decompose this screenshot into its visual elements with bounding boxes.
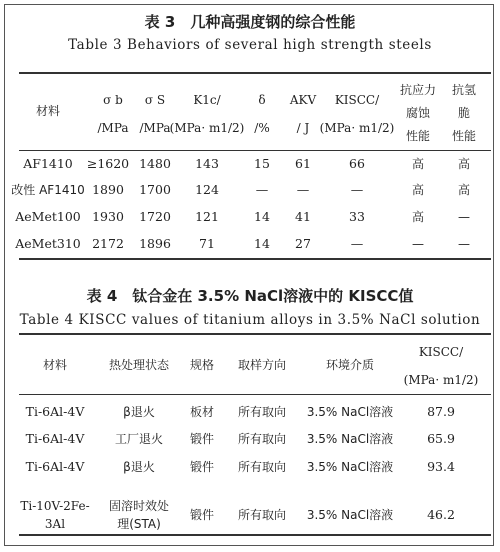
- t3-header-kiscc: KISCC/: [334, 93, 380, 107]
- t3-cell-stress-corrosion: 高: [411, 183, 425, 197]
- t4-cell-medium: 3.5% NaCl溶液: [306, 508, 394, 522]
- t4-cell-material: Ti-6Al-4V: [25, 459, 85, 474]
- t3-cell-stress-corrosion: —: [412, 237, 424, 251]
- t3-cell-akv: 61: [295, 156, 311, 171]
- t3-cell-material: AF1410: [23, 156, 73, 171]
- t4-cell-spec: 板材: [189, 405, 215, 419]
- t4-cell-treatment: 固溶时效处理(STA): [108, 499, 169, 531]
- t3-cell-delta: 14: [254, 236, 270, 251]
- t4-cell-medium: 3.5% NaCl溶液: [306, 405, 394, 419]
- table4-caption-cn: 表 4 钛合金在 3.5% NaCl溶液中的 KISCC值: [86, 287, 414, 305]
- t4-header-kiscc-unit: (MPa· m1/2): [403, 373, 479, 387]
- t3-cell-delta: —: [255, 182, 269, 197]
- t4-cell-treatment: 工厂退火: [114, 432, 164, 446]
- t3-cell-akv: —: [296, 182, 310, 197]
- t3-header-stress-corrosion-l1: 抗应力: [399, 83, 437, 97]
- table4-caption-en: Table 4 KISCC values of titanium alloys in 3.5% NaCl solution: [19, 312, 481, 328]
- t3-cell-stress-corrosion: 高: [411, 210, 425, 224]
- t3-cell-stress-corrosion: 高: [411, 157, 425, 171]
- t3-header-k1c-unit: (MPa· m1/2): [169, 121, 245, 135]
- t3-cell-kiscc: —: [350, 236, 364, 251]
- t3-cell-sigma-b: 1930: [92, 209, 124, 224]
- t4-cell-kiscc: 65.9: [427, 431, 455, 446]
- t3-cell-sigma-b: ≥1620: [86, 156, 130, 171]
- t3-cell-sigma-b: 2172: [92, 236, 124, 251]
- t4-cell-treatment: β退火: [123, 405, 155, 419]
- t4-cell-medium: 3.5% NaCl溶液: [306, 432, 394, 446]
- t3-cell-hydrogen: 高: [457, 157, 471, 171]
- t3-cell-k1c: 71: [199, 236, 215, 251]
- t3-header-k1c: K1c/: [193, 93, 221, 107]
- t3-cell-sigma-b: 1890: [92, 182, 124, 197]
- t4-cell-direction: 所有取向: [237, 508, 287, 522]
- table4-bottom-rule: [19, 534, 491, 536]
- t3-cell-delta: 15: [254, 156, 270, 171]
- t4-cell-kiscc: 93.4: [427, 459, 455, 474]
- t4-header-treatment: 热处理状态: [108, 358, 170, 372]
- t3-header-hydrogen-l3: 性能: [451, 129, 477, 143]
- t3-cell-sigma-s: 1480: [139, 156, 171, 171]
- t4-cell-spec: 锻件: [189, 432, 215, 446]
- t4-cell-spec: 锻件: [189, 508, 215, 522]
- t4-header-medium: 环境介质: [325, 358, 375, 372]
- table4-top-rule: [19, 333, 491, 335]
- t3-cell-hydrogen: —: [458, 237, 470, 251]
- table3-header-rule: [19, 150, 491, 151]
- t3-cell-material: AeMet310: [15, 236, 81, 251]
- t4-header-material: 材料: [42, 358, 68, 372]
- t3-cell-material: 改性 AF1410: [11, 183, 85, 197]
- t3-header-hydrogen-l1: 抗氢: [451, 83, 477, 97]
- table4-header-rule: [19, 394, 491, 395]
- table3-top-rule: [19, 72, 491, 74]
- t3-cell-akv: 41: [295, 209, 311, 224]
- table3-caption-cn: 表 3 几种高强度钢的综合性能: [144, 13, 356, 31]
- t3-cell-sigma-s: 1720: [139, 209, 171, 224]
- t3-cell-hydrogen: 高: [457, 183, 471, 197]
- t4-cell-direction: 所有取向: [237, 460, 287, 474]
- t4-cell-treatment: β退火: [123, 460, 155, 474]
- t3-header-delta-unit: /%: [254, 121, 270, 135]
- t4-cell-spec: 锻件: [189, 460, 215, 474]
- t4-header-kiscc: KISCC/: [418, 345, 464, 359]
- t3-header-sigma-b-unit: /MPa: [97, 121, 129, 135]
- t4-cell-kiscc: 46.2: [427, 507, 455, 522]
- t3-cell-kiscc: 33: [349, 209, 365, 224]
- t3-header-stress-corrosion-l3: 性能: [405, 129, 431, 143]
- t3-header-sigma-s-unit: /MPa: [139, 121, 171, 135]
- t3-cell-akv: 27: [295, 236, 311, 251]
- t4-cell-direction: 所有取向: [237, 432, 287, 446]
- t3-header-delta: δ: [258, 93, 266, 107]
- t3-cell-k1c: 121: [195, 209, 219, 224]
- t3-cell-k1c: 124: [195, 182, 219, 197]
- t4-header-spec: 规格: [189, 358, 215, 372]
- t3-header-sigma-b: σ b: [103, 93, 123, 107]
- t3-header-kiscc-unit: (MPa· m1/2): [319, 121, 395, 135]
- t3-header-hydrogen-l2: 脆: [457, 106, 471, 120]
- t3-header-akv-unit: / J: [296, 121, 310, 135]
- t3-header-material: 材料: [35, 104, 61, 118]
- t3-cell-sigma-s: 1700: [139, 182, 171, 197]
- t4-cell-direction: 所有取向: [237, 405, 287, 419]
- table3-bottom-rule: [19, 258, 491, 260]
- t3-cell-kiscc: 66: [349, 156, 365, 171]
- t3-cell-hydrogen: —: [458, 210, 470, 224]
- t4-cell-medium: 3.5% NaCl溶液: [306, 460, 394, 474]
- t3-cell-k1c: 143: [195, 156, 219, 171]
- t4-header-direction: 取样方向: [237, 358, 287, 372]
- t3-cell-material: AeMet100: [15, 209, 81, 224]
- t4-cell-material: Ti-10V-2Fe-3Al: [20, 499, 90, 531]
- t3-header-sigma-s: σ S: [144, 93, 166, 107]
- t3-cell-kiscc: —: [350, 182, 364, 197]
- t3-header-stress-corrosion-l2: 腐蚀: [405, 106, 431, 120]
- t3-cell-delta: 14: [254, 209, 270, 224]
- table3-caption-en: Table 3 Behaviors of several high strength steels: [68, 37, 432, 53]
- t3-header-akv: AKV: [289, 93, 317, 107]
- t3-cell-sigma-s: 1896: [139, 236, 171, 251]
- t4-cell-material: Ti-6Al-4V: [25, 431, 85, 446]
- t4-cell-kiscc: 87.9: [427, 404, 455, 419]
- t4-cell-material: Ti-6Al-4V: [25, 404, 85, 419]
